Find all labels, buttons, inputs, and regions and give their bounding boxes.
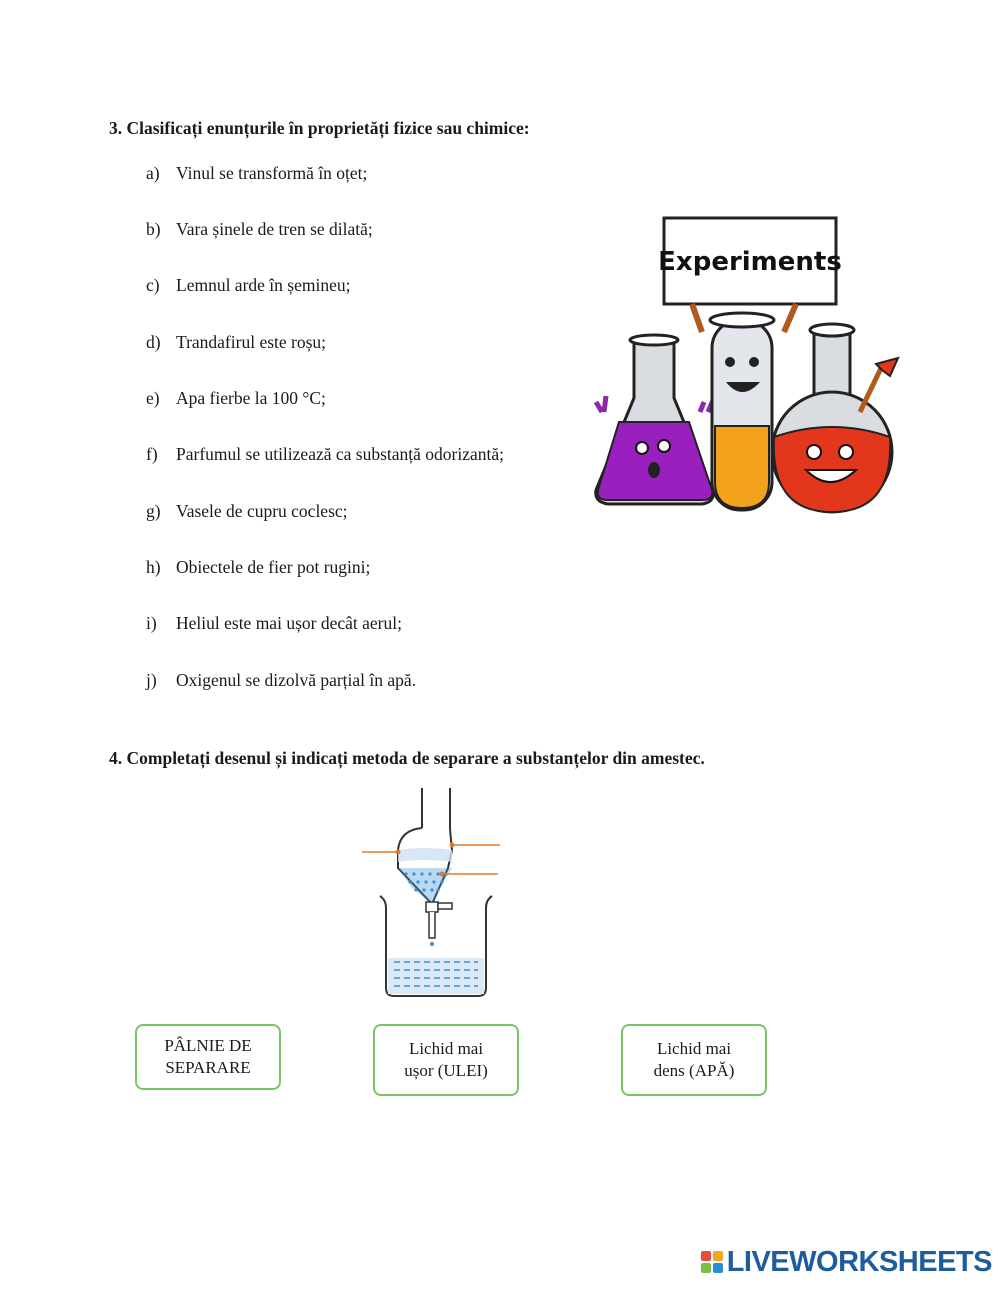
statement-text: Trandafirul este roșu; xyxy=(176,332,327,352)
statement-c xyxy=(146,275,350,296)
statement-g xyxy=(146,501,348,522)
statement-letter: h) xyxy=(146,557,161,577)
statement-letter: g) xyxy=(146,501,161,521)
statement-letter: d) xyxy=(146,332,161,352)
statement-letter: e) xyxy=(146,388,160,408)
statement-b xyxy=(146,219,373,240)
question-4-title: 4. Completați desenul și indicați metoda de separare a substanțelor din amestec. xyxy=(109,748,705,768)
statement-text: Apa fierbe la 100 °C; xyxy=(176,388,326,408)
answer-box-separating-funnel[interactable] xyxy=(135,1024,281,1090)
statement-text: Vinul se transformă în oțet; xyxy=(176,163,368,183)
experiments-sign-text: Experiments xyxy=(658,247,842,277)
statement-letter: j) xyxy=(146,670,157,690)
statement-letter: b) xyxy=(146,219,161,239)
statement-text: Obiectele de fier pot rugini; xyxy=(176,557,371,577)
answer-box-lighter-liquid[interactable] xyxy=(373,1024,519,1096)
statement-letter: i) xyxy=(146,613,157,633)
statement-i xyxy=(146,613,402,634)
statement-letter: a) xyxy=(146,163,160,183)
answer-box-denser-liquid[interactable] xyxy=(621,1024,767,1096)
liveworksheets-logo[interactable] xyxy=(701,1245,992,1279)
statement-text: Heliul este mai ușor decât aerul; xyxy=(176,613,402,633)
statement-d xyxy=(146,332,326,353)
statement-a xyxy=(146,163,367,184)
statement-letter: f) xyxy=(146,444,158,464)
statement-f xyxy=(146,444,504,465)
statement-j xyxy=(146,670,416,691)
question-3-title: 3. Clasificați enunțurile în proprietăți fizice sau chimice: xyxy=(109,118,530,138)
statement-text: Vara șinele de tren se dilată; xyxy=(176,219,373,239)
answer-text: Lichid mai dens (APĂ) xyxy=(653,1039,735,1080)
statement-text: Parfumul se utilizează ca substanță odorizantă; xyxy=(176,444,504,464)
logo-text: LIVEWORKSHEETS xyxy=(726,1245,992,1278)
statement-text: Vasele de cupru coclesc; xyxy=(176,501,348,521)
statement-e xyxy=(146,388,326,409)
answer-text: PÂLNIE DE SEPARARE xyxy=(164,1036,252,1077)
logo-blocks-icon xyxy=(701,1251,723,1273)
statement-text: Oxigenul se dizolvă parțial în apă. xyxy=(176,670,417,690)
separating-funnel-diagram xyxy=(340,788,520,1008)
experiments-illustration xyxy=(584,212,904,532)
answer-text: Lichid mai ușor (ULEI) xyxy=(404,1039,488,1080)
statement-text: Lemnul arde în șemineu; xyxy=(176,275,351,295)
statement-letter: c) xyxy=(146,275,160,295)
statement-h xyxy=(146,557,370,578)
